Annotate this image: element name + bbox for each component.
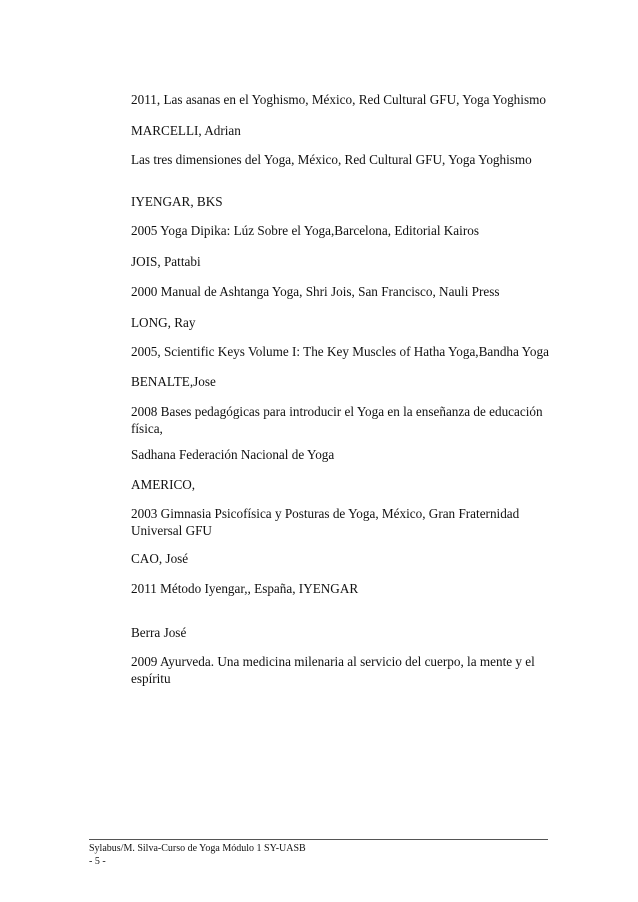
footer-course-title: Sylabus/M. Silva-Curso de Yoga Módulo 1 SY-UASB [89, 843, 306, 854]
bibliography-entry: 2005 Yoga Dipika: Lúz Sobre el Yoga,Barcelona, Editorial Kairos [131, 223, 479, 238]
bibliography-entry: Las tres dimensiones del Yoga, México, Red Cultural GFU, Yoga Yoghismo [131, 152, 532, 167]
bibliography-author: MARCELLI, Adrian [131, 123, 241, 138]
bibliography-entry: 2011 Método Iyengar,, España, IYENGAR [131, 581, 359, 596]
bibliography-author: Berra José [131, 625, 187, 640]
bibliography-entry: 2003 Gimnasia Psicofísica y Posturas de Yoga, México, Gran Fraternidad Universal GFU [131, 506, 520, 538]
bibliography-author: JOIS, Pattabi [131, 254, 201, 269]
bibliography-entry: 2009 Ayurveda. Una medicina milenaria al servicio del cuerpo, la mente y el espíritu [131, 654, 535, 686]
bibliography-author: LONG, Ray [131, 315, 196, 330]
bibliography-entry: 2011, Las asanas en el Yoghismo, México, Red Cultural GFU, Yoga Yoghismo [131, 92, 546, 107]
bibliography-author: CAO, José [131, 551, 189, 566]
bibliography-entry: 2005, Scientific Keys Volume I: The Key Muscles of Hatha Yoga,Bandha Yoga [131, 344, 549, 359]
bibliography-author: AMERICO, [131, 477, 196, 492]
bibliography-entry: 2000 Manual de Ashtanga Yoga, Shri Jois, San Francisco, Nauli Press [131, 284, 500, 299]
bibliography-entry: Sadhana Federación Nacional de Yoga [131, 447, 335, 462]
bibliography-entry: 2008 Bases pedagógicas para introducir el Yoga en la enseñanza de educación física, [131, 404, 543, 436]
footer-divider [89, 839, 548, 840]
bibliography-author: BENALTE,Jose [131, 374, 216, 389]
bibliography-author: IYENGAR, BKS [131, 194, 223, 209]
footer-page-number: - 5 - [89, 856, 106, 867]
